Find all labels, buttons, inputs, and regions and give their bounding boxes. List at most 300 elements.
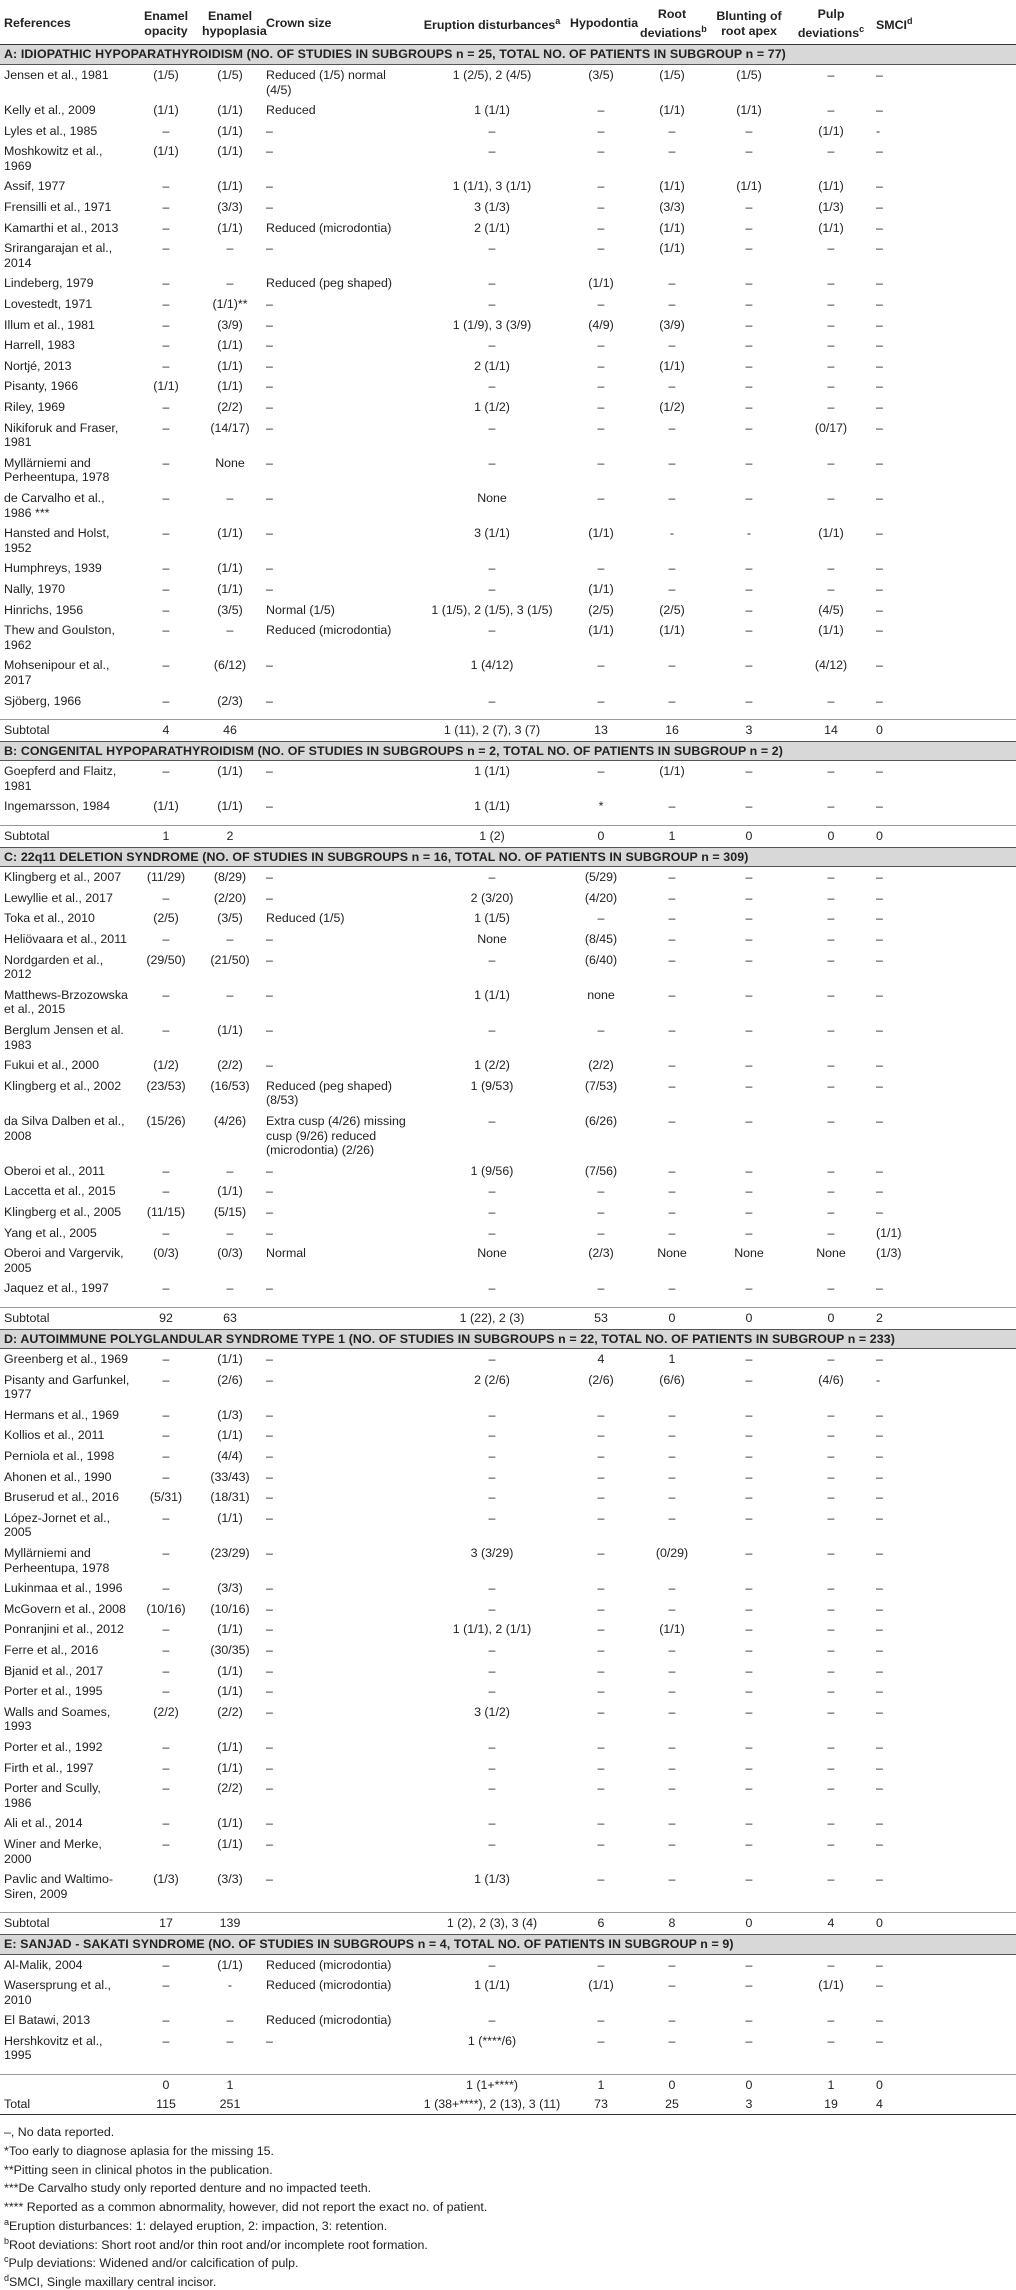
table-cell: – xyxy=(668,1225,676,1240)
table-cell: Nordgarden et al., 2012 xyxy=(4,952,104,982)
table-cell xyxy=(0,2075,134,2096)
table-cell: (1/1) xyxy=(217,1957,243,1972)
table-cell: – xyxy=(488,276,496,291)
table-row xyxy=(0,1813,1016,1834)
table-cell xyxy=(262,720,418,742)
table-cell: (6/12) xyxy=(213,658,247,673)
subtotal-row xyxy=(0,1307,1016,1329)
table-cell: (1/1) xyxy=(217,1739,243,1754)
table-cell: – xyxy=(488,1449,496,1464)
table-row xyxy=(0,761,1016,797)
table-cell: – xyxy=(745,1581,753,1596)
table-cell: – xyxy=(876,276,883,291)
table-cell: Myllärniemi and Perheentupa, 1978 xyxy=(4,455,110,485)
table-cell: – xyxy=(668,1163,676,1178)
table-cell: 0 xyxy=(708,826,790,848)
table-cell: (3/9) xyxy=(217,317,243,332)
table-cell: – xyxy=(597,1872,605,1887)
table-cell: da Silva Dalben et al., 2008 xyxy=(4,1113,125,1143)
table-cell: – xyxy=(876,1739,883,1754)
table-cell: Greenberg et al., 1969 xyxy=(4,1352,128,1367)
table-cell: (15/26) xyxy=(146,1113,186,1128)
table-cell: – xyxy=(827,2013,835,2028)
table-cell: – xyxy=(745,1163,753,1178)
table-cell: – xyxy=(162,1643,170,1657)
table-cell: 1 (****/6) xyxy=(467,2033,517,2048)
table-cell: – xyxy=(827,241,835,256)
table-cell: – xyxy=(876,1601,883,1616)
table-cell: (11/29) xyxy=(146,870,186,885)
table-cell: 0 xyxy=(708,1307,790,1329)
table-cell: – xyxy=(745,1281,753,1296)
table-cell: – xyxy=(876,1872,883,1887)
table-cell: – xyxy=(266,1058,273,1073)
table-cell: – xyxy=(827,1872,835,1887)
table-cell: – xyxy=(745,241,753,256)
table-row xyxy=(0,929,1016,950)
table-cell: – xyxy=(597,241,605,256)
table-cell: – xyxy=(266,1352,273,1367)
table-cell: (1/1) xyxy=(217,123,243,138)
table-cell: 0 xyxy=(636,1307,708,1329)
table-cell: – xyxy=(162,297,170,312)
table-cell: – xyxy=(827,1449,835,1464)
table-cell: (1/3) xyxy=(217,1407,243,1422)
table-cell: Reduced (microdontia) xyxy=(266,2013,392,2028)
table-cell: None xyxy=(477,932,507,947)
table-row xyxy=(0,100,1016,121)
table-cell: – xyxy=(876,379,883,394)
table-cell: – xyxy=(597,1601,605,1616)
table-cell: – xyxy=(162,1546,170,1561)
table-cell: 1 (4/12) xyxy=(470,658,514,673)
table-cell: – xyxy=(745,1449,753,1464)
table-cell: – xyxy=(876,317,883,332)
table-cell: – xyxy=(266,1372,273,1387)
table-cell: – xyxy=(668,693,676,708)
table-cell: 1 (1/2) xyxy=(474,400,510,414)
table-cell: – xyxy=(266,455,273,470)
subtotal-row xyxy=(0,2075,1016,2096)
table-cell: (10/16) xyxy=(146,1601,186,1616)
table-row xyxy=(0,1578,1016,1599)
table-cell: Frensilli et al., 1971 xyxy=(4,200,112,215)
table-cell: 4 xyxy=(134,720,198,742)
table-cell: (4/6) xyxy=(818,1372,844,1387)
table-cell: – xyxy=(266,1428,273,1443)
table-cell: – xyxy=(827,1407,835,1422)
table-cell: Reduced xyxy=(266,103,316,118)
table-cell: – xyxy=(827,1836,835,1851)
table-cell: Subtotal xyxy=(0,1913,134,1935)
table-cell: Walls and Soames, 1993 xyxy=(4,1704,111,1734)
footnote-text: Pulp deviations: Widened and/or calcification of pulp. xyxy=(8,2256,299,2271)
table-cell: – xyxy=(266,1490,273,1505)
table-cell: – xyxy=(488,1684,496,1699)
table-cell: – xyxy=(488,1816,496,1831)
table-cell: – xyxy=(745,1352,753,1367)
table-cell: Matthews-Brzozowska et al., 2015 xyxy=(4,987,128,1017)
table-cell: 1 (22), 2 (3) xyxy=(418,1307,566,1329)
table-cell: – xyxy=(266,799,273,814)
table-cell: – xyxy=(162,1352,170,1367)
table-cell: – xyxy=(745,420,753,435)
table-cell: (1/1) xyxy=(659,623,685,638)
table-cell: (1/3) xyxy=(153,1872,179,1887)
table-cell: Reduced (microdontia) xyxy=(266,623,392,638)
table-cell: – xyxy=(668,1663,676,1678)
table-cell: (1/1) xyxy=(659,179,685,194)
table-cell: (1/1) xyxy=(217,1760,243,1775)
table-cell: – xyxy=(597,1704,605,1719)
table-cell: – xyxy=(827,490,835,505)
table-cell: – xyxy=(876,1546,883,1561)
table-cell: – xyxy=(162,890,170,905)
table-row xyxy=(0,950,1016,985)
spacer-cell xyxy=(0,2066,1016,2075)
table-cell: Kelly et al., 2009 xyxy=(4,103,96,118)
table-cell: 46 xyxy=(198,720,262,742)
table-cell: – xyxy=(827,1204,835,1219)
table-cell: – xyxy=(876,1469,883,1484)
table-cell: (1/1) xyxy=(588,1978,614,1993)
table-cell: de Carvalho et al., 1986 *** xyxy=(4,490,105,520)
table-cell: – xyxy=(876,1643,883,1657)
table-cell: – xyxy=(827,764,835,779)
table-body xyxy=(0,45,1016,2115)
table-cell: Klingberg et al., 2007 xyxy=(4,870,122,885)
table-cell: (6/40) xyxy=(584,952,618,967)
table-row xyxy=(0,1446,1016,1467)
table-cell: – xyxy=(668,297,676,312)
table-cell: – xyxy=(266,1781,273,1796)
table-cell: – xyxy=(876,623,883,638)
table-row xyxy=(0,908,1016,929)
table-cell: Lovestedt, 1971 xyxy=(4,297,93,312)
table-row xyxy=(0,1661,1016,1682)
table-cell: 1 (11), 2 (7), 3 (7) xyxy=(418,720,566,742)
table-cell: – xyxy=(745,1407,753,1422)
table-cell: – xyxy=(668,890,676,905)
table-cell: (23/53) xyxy=(146,1078,186,1093)
spacer-row xyxy=(0,711,1016,720)
table-cell: (1/1) xyxy=(217,1023,243,1037)
table-cell: Mohsenipour et al., 2017 xyxy=(4,658,110,687)
table-cell: – xyxy=(876,400,883,414)
table-cell: 0 xyxy=(708,1913,790,1935)
table-row xyxy=(0,218,1016,239)
table-cell: – xyxy=(668,1978,676,1993)
table-cell: – xyxy=(162,764,170,779)
table-cell: – xyxy=(162,1407,170,1422)
table-cell: – xyxy=(668,1816,676,1831)
subtotal-row xyxy=(0,720,1016,742)
table-cell: – xyxy=(827,987,835,1002)
table-cell: – xyxy=(745,220,753,235)
table-cell: 251 xyxy=(198,2096,262,2115)
table-cell: (8/45) xyxy=(584,932,618,947)
table-cell: – xyxy=(226,932,234,947)
table-cell: – xyxy=(597,1781,605,1796)
table-cell: (4/9) xyxy=(588,317,614,332)
table-cell xyxy=(262,1913,418,1935)
table-cell: – xyxy=(745,1204,753,1219)
table-row xyxy=(0,1243,1016,1278)
table-cell: (1/1) xyxy=(818,1978,844,1993)
table-cell: – xyxy=(162,987,170,1002)
table-cell: – xyxy=(266,1836,273,1851)
table-cell: – xyxy=(668,581,676,596)
table-cell: – xyxy=(488,455,496,470)
table-cell: – xyxy=(827,1739,835,1754)
table-cell: – xyxy=(266,1225,273,1240)
table-cell: – xyxy=(488,623,496,638)
table-row xyxy=(0,418,1016,453)
table-cell: Nally, 1970 xyxy=(4,581,66,596)
table-cell: – xyxy=(266,1581,273,1596)
table-cell: – xyxy=(876,581,883,596)
table-cell: – xyxy=(597,220,605,235)
table-cell: – xyxy=(162,490,170,505)
table-cell: – xyxy=(827,1469,835,1484)
table-cell: El Batawi, 2013 xyxy=(4,2013,91,2028)
table-row xyxy=(0,1181,1016,1202)
table-cell: – xyxy=(668,490,676,505)
table-cell: – xyxy=(668,987,676,1002)
table-cell: Winer and Merke, 2000 xyxy=(4,1836,102,1866)
table-cell: – xyxy=(488,297,496,312)
table-row xyxy=(0,197,1016,218)
table-cell: 0 xyxy=(872,2075,1016,2096)
table-cell: (1/1) xyxy=(588,581,614,596)
table-cell: (1/5) xyxy=(659,67,685,82)
table-cell: 3 (1/2) xyxy=(474,1704,510,1719)
table-cell: – xyxy=(745,1978,753,1993)
table-cell: – xyxy=(745,2013,753,2028)
table-cell: Fukui et al., 2000 xyxy=(4,1058,100,1073)
table-cell: – xyxy=(668,1407,676,1422)
table-cell: – xyxy=(162,1428,170,1443)
table-row xyxy=(0,1975,1016,2010)
table-cell: – xyxy=(827,1281,835,1296)
table-cell: 0 xyxy=(566,826,636,848)
table-cell: – xyxy=(876,179,883,194)
table-cell: Subtotal xyxy=(0,826,134,848)
table-cell: – xyxy=(266,987,273,1002)
table-cell: (1/1) xyxy=(217,1352,243,1367)
table-cell: (1/1) xyxy=(659,764,685,779)
table-cell: (1/1) xyxy=(153,144,179,159)
table-cell: – xyxy=(488,1204,496,1219)
table-cell: – xyxy=(876,1836,883,1851)
table-cell: – xyxy=(488,1490,496,1505)
table-cell: – xyxy=(597,693,605,708)
table-row xyxy=(0,579,1016,600)
table-cell: – xyxy=(876,1510,883,1525)
footnote xyxy=(4,2140,1016,2159)
table-cell: – xyxy=(745,1704,753,1719)
table-row xyxy=(0,985,1016,1020)
table-row xyxy=(0,1758,1016,1779)
table-cell: – xyxy=(668,1739,676,1754)
table-cell: – xyxy=(488,1469,496,1484)
table-cell: (10/16) xyxy=(210,1601,250,1616)
table-cell: – xyxy=(266,870,273,885)
table-cell: – xyxy=(827,455,835,470)
table-cell: – xyxy=(745,379,753,394)
table-cell: – xyxy=(876,1449,883,1464)
table-cell: – xyxy=(488,1225,496,1240)
table-cell: – xyxy=(876,1663,883,1678)
table-cell: (29/50) xyxy=(146,952,186,967)
table-cell: (3/3) xyxy=(659,200,685,215)
table-cell: (1/1) xyxy=(217,1684,243,1699)
section-header-row xyxy=(0,847,1016,867)
table-cell: – xyxy=(745,581,753,596)
table-cell: 1 xyxy=(134,826,198,848)
table-row xyxy=(0,1076,1016,1111)
table-cell: – xyxy=(162,1622,170,1637)
table-cell: – xyxy=(488,1281,496,1296)
table-cell: Riley, 1969 xyxy=(4,400,66,414)
table-cell: (1/1) xyxy=(876,1225,902,1240)
table-cell: Laccetta et al., 2015 xyxy=(4,1184,116,1199)
table-cell: – xyxy=(876,1428,883,1443)
table-row xyxy=(0,238,1016,273)
table-cell: – xyxy=(827,1225,835,1240)
table-cell: – xyxy=(827,693,835,708)
table-cell: (1/1) xyxy=(217,1184,243,1199)
table-cell: – xyxy=(876,693,883,708)
table-cell: 0 xyxy=(708,2075,790,2096)
table-cell: – xyxy=(488,420,496,435)
table-cell: 1 (1/1) xyxy=(474,103,510,118)
table-cell: (8/29) xyxy=(213,870,247,885)
table-cell: (7/56) xyxy=(584,1163,618,1178)
table-cell: Humphreys, 1939 xyxy=(4,561,102,576)
table-cell: – xyxy=(266,1469,273,1484)
table-cell: – xyxy=(876,1058,883,1073)
table-cell: Thew and Goulston, 1962 xyxy=(4,623,115,652)
table-cell: – xyxy=(162,2033,170,2048)
table-cell: (3/5) xyxy=(217,602,243,617)
table-row xyxy=(0,691,1016,712)
table-row xyxy=(0,1111,1016,1161)
table-cell: – xyxy=(266,1663,273,1678)
table-cell: Reduced (1/5) xyxy=(266,911,345,926)
table-cell: – xyxy=(266,1163,273,1178)
table-cell: 92 xyxy=(134,1307,198,1329)
table-cell: 115 xyxy=(134,2096,198,2115)
table-cell: – xyxy=(745,764,753,779)
table-cell: Lukinmaa et al., 1996 xyxy=(4,1581,123,1596)
table-cell: – xyxy=(162,1684,170,1699)
table-cell: – xyxy=(745,1663,753,1678)
column-header: Blunting of root apex xyxy=(708,4,790,45)
table-cell: – xyxy=(597,379,605,394)
table-cell: (2/2) xyxy=(588,1058,614,1073)
column-header: References xyxy=(0,4,134,45)
table-cell: - xyxy=(876,123,881,138)
table-cell: – xyxy=(266,400,273,414)
table-row xyxy=(0,1599,1016,1620)
total-row xyxy=(0,2096,1016,2115)
table-cell: – xyxy=(668,1872,676,1887)
table-cell: López-Jornet et al., 2005 xyxy=(4,1510,111,1540)
table-cell: – xyxy=(266,1643,273,1657)
table-cell: – xyxy=(827,338,835,353)
section-header-row xyxy=(0,741,1016,761)
table-cell: – xyxy=(597,1816,605,1831)
table-cell: – xyxy=(597,1643,605,1657)
table-cell: Oberoi and Vargervik, 2005 xyxy=(4,1246,124,1275)
table-cell: – xyxy=(827,799,835,814)
table-cell: – xyxy=(668,799,676,814)
table-cell: – xyxy=(745,144,753,159)
spacer-row xyxy=(0,1904,1016,1913)
column-header: Crown size xyxy=(262,4,418,45)
table-cell: – xyxy=(597,658,605,673)
table-cell: – xyxy=(745,1836,753,1851)
table-cell: 2 (2/6) xyxy=(474,1372,510,1387)
column-header: Pulp deviations$^c$ xyxy=(790,4,872,45)
column-header: Eruption disturbances$^a$ xyxy=(418,4,566,45)
table-cell: – xyxy=(876,1760,883,1775)
table-cell: – xyxy=(597,297,605,312)
table-cell: Pisanty and Garfunkel, 1977 xyxy=(4,1372,130,1402)
table-cell: – xyxy=(162,420,170,435)
table-cell: – xyxy=(668,1643,676,1657)
table-cell: (2/20) xyxy=(213,890,247,905)
table-cell: – xyxy=(597,2033,605,2048)
table-cell: – xyxy=(162,658,170,673)
table-row xyxy=(0,1869,1016,1904)
table-cell: – xyxy=(266,144,273,159)
table-cell: – xyxy=(162,1836,170,1851)
table-cell: – xyxy=(226,1163,234,1178)
table-cell: Illum et al., 1981 xyxy=(4,317,95,332)
table-cell: Kollios et al., 2011 xyxy=(4,1428,105,1443)
footnote-marker: c xyxy=(4,2254,9,2265)
table-cell: – xyxy=(745,1739,753,1754)
table-cell: (2/3) xyxy=(217,693,243,708)
table-cell: – xyxy=(876,220,883,235)
table-cell: (1/1) xyxy=(217,144,243,159)
table-row xyxy=(0,1508,1016,1543)
table-cell: – xyxy=(488,1663,496,1678)
table-cell: Srirangarajan et al., 2014 xyxy=(4,241,113,270)
table-cell: – xyxy=(745,1872,753,1887)
table-row xyxy=(0,176,1016,197)
table-cell: (1/1) xyxy=(217,526,243,541)
table-cell: 19 xyxy=(790,2096,872,2115)
table-cell: Lewyllie et al., 2017 xyxy=(4,890,113,905)
table-cell: 17 xyxy=(134,1913,198,1935)
table-cell: – xyxy=(488,1113,496,1128)
table-cell xyxy=(262,2075,418,2096)
table-cell: – xyxy=(266,561,273,576)
table-cell: – xyxy=(488,1428,496,1443)
table-row xyxy=(0,121,1016,142)
subtotal-row xyxy=(0,1913,1016,1935)
table-cell: Normal xyxy=(266,1246,306,1261)
table-cell: – xyxy=(745,1225,753,1240)
table-cell: – xyxy=(876,526,883,541)
table-cell: Moshkowitz et al., 1969 xyxy=(4,144,103,173)
table-cell: – xyxy=(266,1281,273,1296)
table-cell: Ponranjini et al., 2012 xyxy=(4,1622,124,1637)
table-cell: (3/3) xyxy=(217,1872,243,1887)
